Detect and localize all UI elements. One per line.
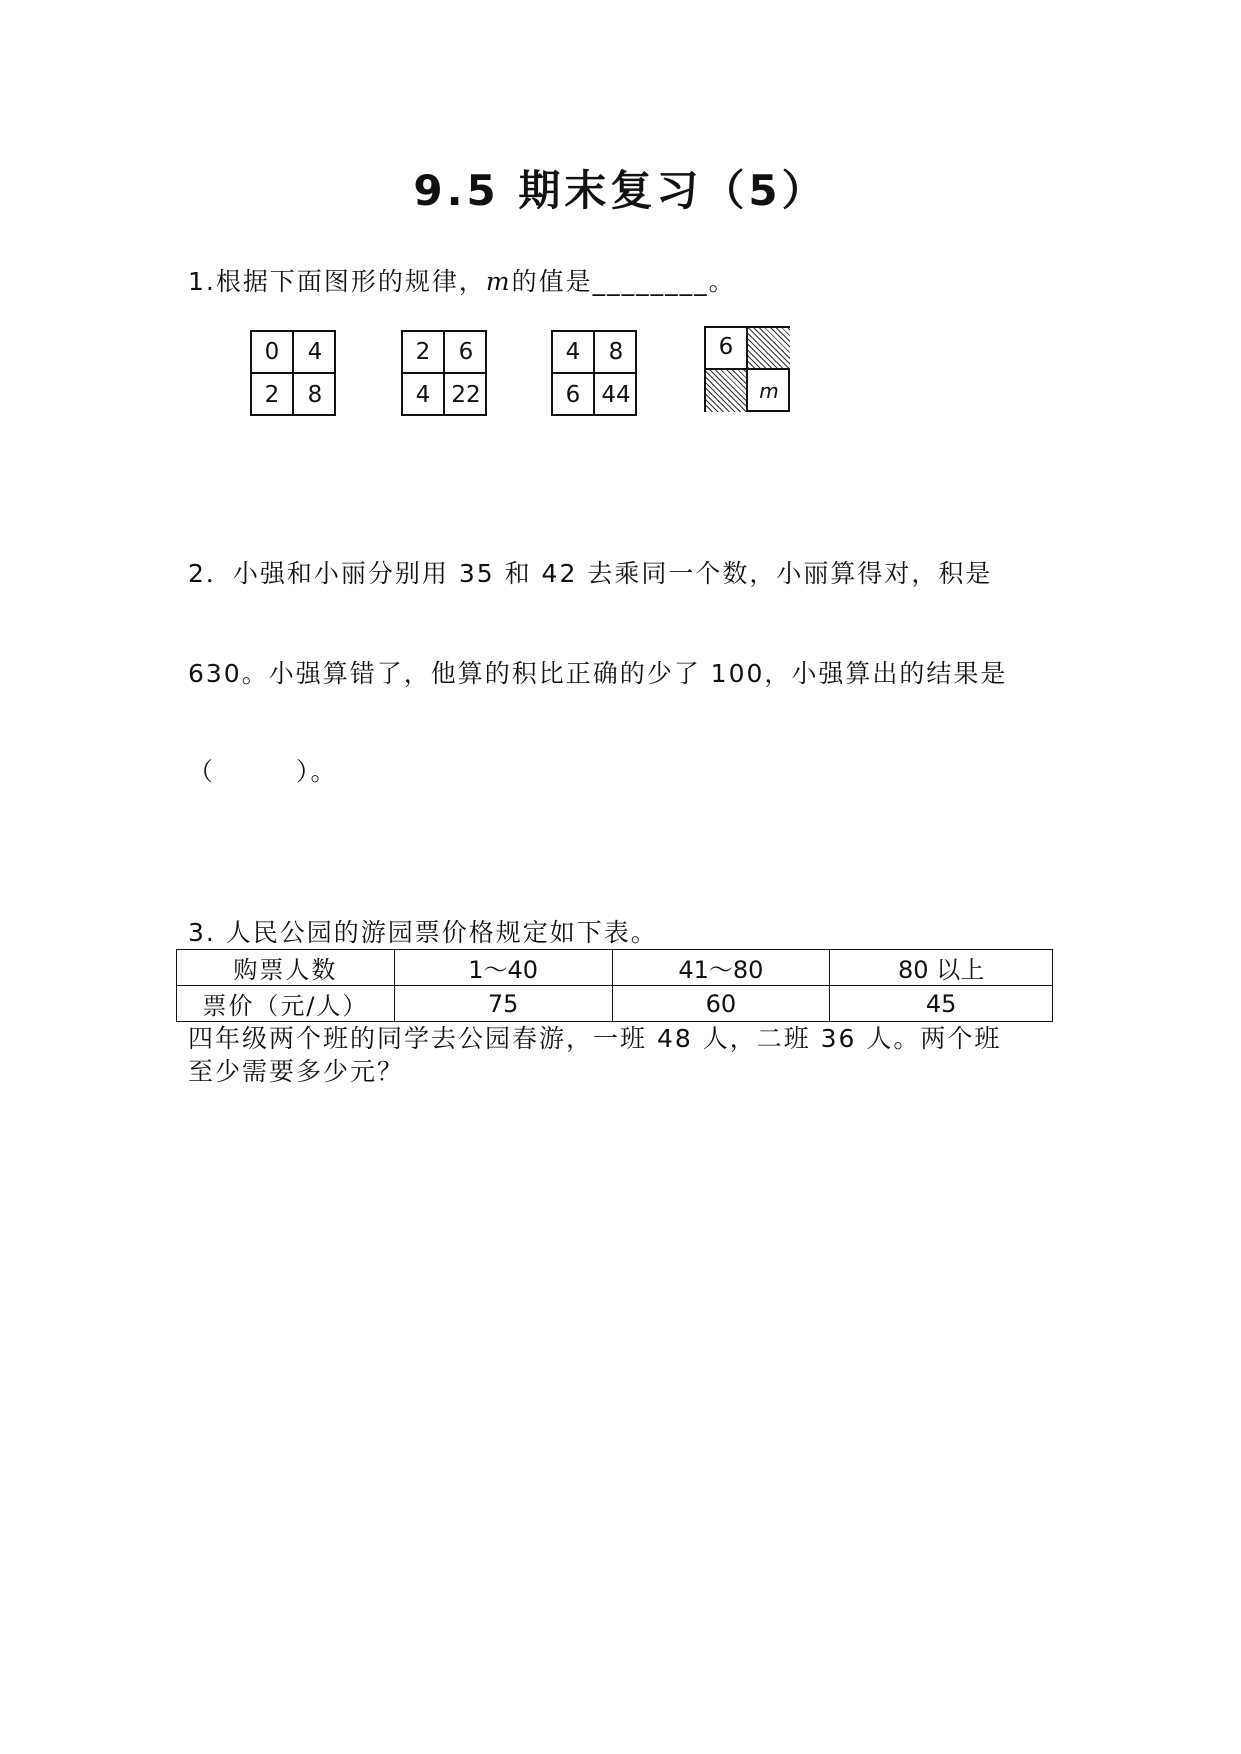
grid-cell: 44 <box>601 382 631 408</box>
question-3-line-2: 至少需要多少元？ <box>188 1057 405 1086</box>
table-row <box>177 950 1053 986</box>
table-header-cell: 票价（元/人） <box>177 986 395 1022</box>
question-3-line-1: 四年级两个班的同学去公园春游，一班 48 人，二班 36 人。两个班 <box>188 1024 1002 1053</box>
grid-cell: 22 <box>451 382 481 408</box>
hatched-cell <box>706 370 748 412</box>
grid-cell: 2 <box>252 374 294 416</box>
grid-cell: 6 <box>553 374 595 416</box>
pattern-grid-3 <box>551 330 637 416</box>
grid-cell: 4 <box>403 374 445 416</box>
table-cell: 45 <box>830 986 1053 1022</box>
grid-cell: 2 <box>403 332 445 374</box>
pattern-grid-1 <box>250 330 336 416</box>
table-header-cell: 购票人数 <box>177 950 395 986</box>
table-cell: 80 以上 <box>830 950 1053 986</box>
hatched-cell <box>748 328 790 370</box>
table-cell: 41～80 <box>612 950 830 986</box>
page-title: 9.5 期末复习（5） <box>413 166 828 215</box>
question-1 <box>188 262 736 298</box>
table-cell: 75 <box>394 986 612 1022</box>
grid-cell: 0 <box>252 332 294 374</box>
question-2-line-2: 630。小强算错了，他算的积比正确的少了 100，小强算出的结果是 <box>188 659 1008 688</box>
grid-cell: 6 <box>706 328 748 370</box>
grid-cell-unknown-m: m <box>759 379 779 403</box>
question-1-prefix: 1.根据下面图形的规律， <box>188 267 486 296</box>
question-1-variable: m <box>485 267 512 296</box>
grid-cell: 8 <box>595 332 637 374</box>
grid-cell: 6 <box>445 332 487 374</box>
question-2-answer-blank: （ ）。 <box>188 757 338 786</box>
ticket-price-table <box>176 949 1053 1022</box>
question-2-line-1: 2．小强和小丽分别用 35 和 42 去乘同一个数，小丽算得对，积是 <box>188 559 993 588</box>
pattern-grid-2 <box>401 330 487 416</box>
question-1-suffix: 的值是________。 <box>511 267 736 296</box>
table-cell: 60 <box>612 986 830 1022</box>
table-row <box>177 986 1053 1022</box>
grid-cell: 8 <box>307 382 323 408</box>
table-cell: 1～40 <box>394 950 612 986</box>
grid-cell: 4 <box>553 332 595 374</box>
pattern-grid-4 <box>704 326 790 412</box>
grid-cell: 4 <box>294 332 336 374</box>
question-3-intro: 3. 人民公园的游园票价格规定如下表。 <box>188 918 658 947</box>
